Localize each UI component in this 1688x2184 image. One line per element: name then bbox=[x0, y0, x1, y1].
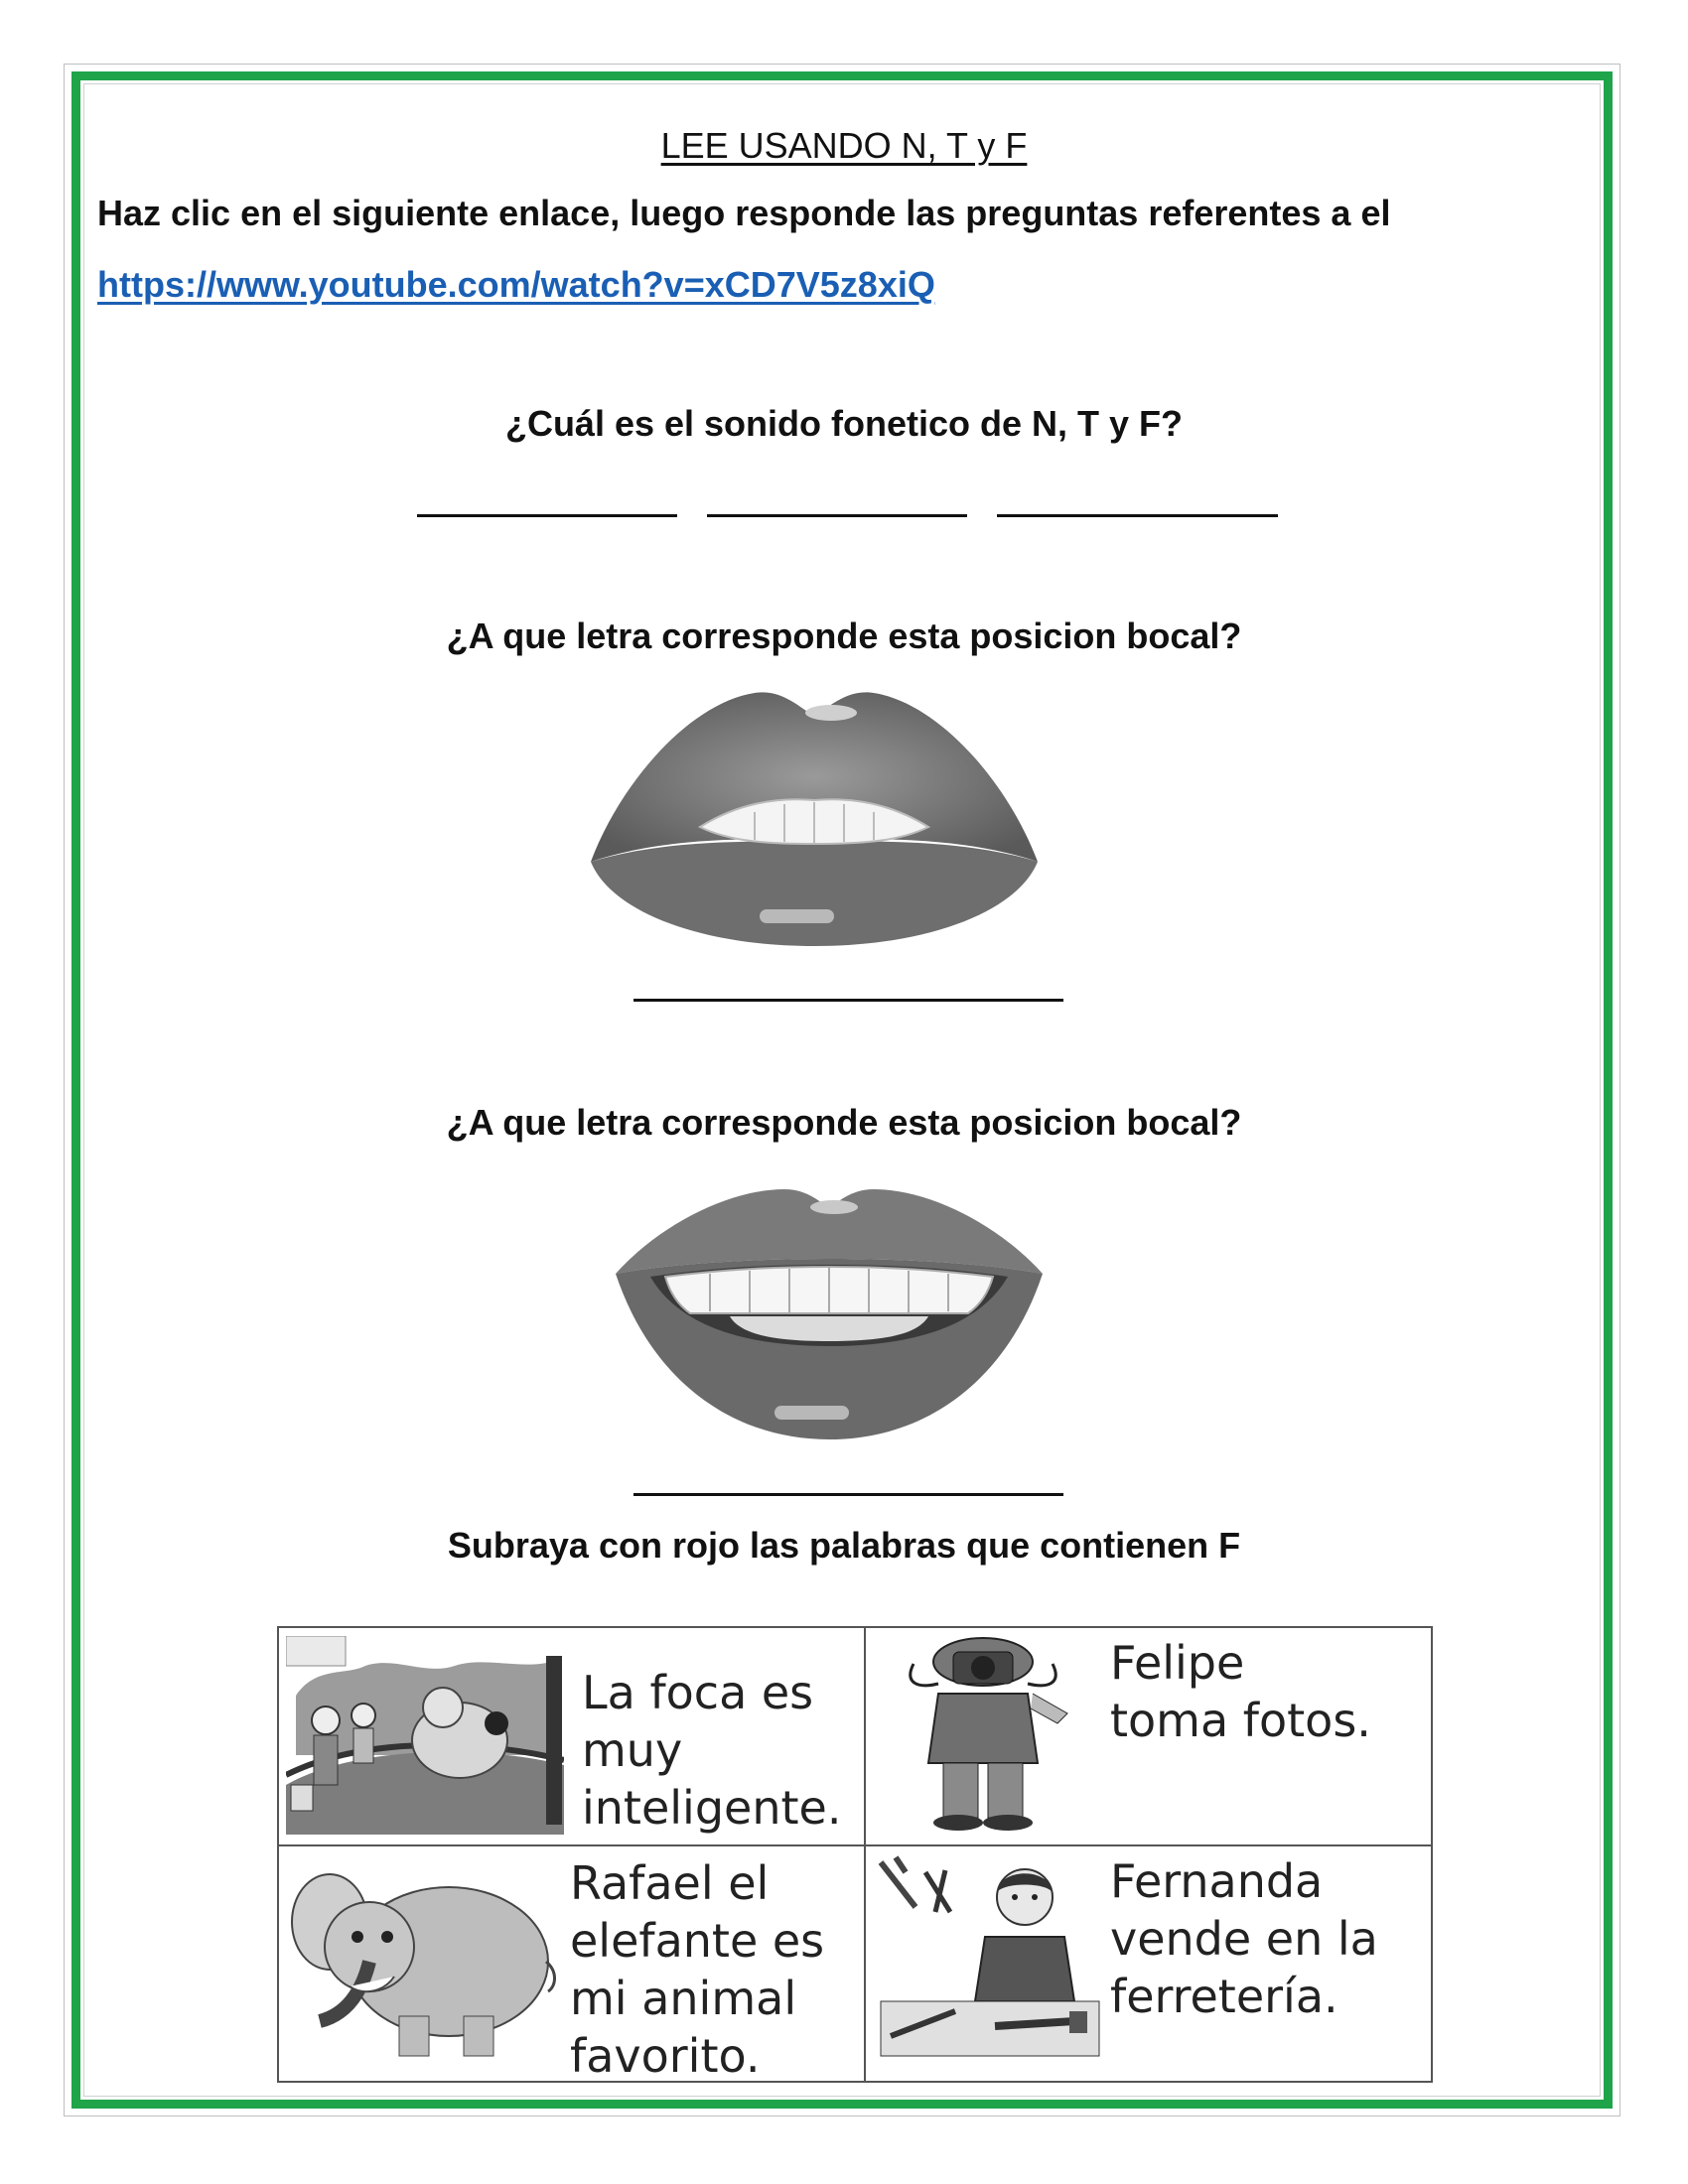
boy-camera-illustration bbox=[884, 1634, 1102, 1833]
cell-text-fernanda: Fernanda vende en la ferretería. bbox=[1110, 1854, 1378, 2023]
answer-blank-mouth-1 bbox=[633, 999, 1063, 1002]
cell-text-foca: La foca es muy inteligente. bbox=[582, 1666, 842, 1835]
closed-lips-mouth-image bbox=[581, 673, 1048, 951]
table-divider-horizontal bbox=[277, 1844, 1433, 1846]
open-smile-mouth-image bbox=[611, 1179, 1048, 1447]
hardware-store-illustration bbox=[876, 1852, 1104, 2061]
mouth-question-1: ¿A que letra corresponde esta posicion bocal? bbox=[446, 615, 1242, 656]
mouth-question-2: ¿A que letra corresponde esta posicion bocal? bbox=[446, 1102, 1242, 1143]
answer-blank-t bbox=[707, 514, 967, 517]
instruction-text: Haz clic en el siguiente enlace, luego responde las preguntas referentes a el bbox=[97, 193, 1391, 233]
worksheet-title: LEE USANDO N, T y F bbox=[660, 125, 1028, 166]
underline-task-question: Subraya con rojo las palabras que contienen F bbox=[447, 1525, 1241, 1566]
answer-blank-mouth-2 bbox=[633, 1493, 1063, 1496]
table-divider-vertical bbox=[864, 1626, 866, 2083]
elephant-illustration bbox=[290, 1852, 558, 2071]
answer-blank-n bbox=[417, 514, 677, 517]
answer-blank-f bbox=[997, 514, 1278, 517]
phonetic-question: ¿Cuál es el sonido fonetico de N, T y F? bbox=[504, 403, 1184, 444]
cell-text-rafael: Rafael el elefante es mi animal favorito. bbox=[570, 1856, 825, 2083]
youtube-link[interactable]: https://www.youtube.com/watch?v=xCD7V5z8xiQ bbox=[97, 264, 935, 305]
cell-text-felipe: Felipe toma fotos. bbox=[1110, 1636, 1371, 1747]
seal-zoo-illustration bbox=[286, 1636, 564, 1835]
